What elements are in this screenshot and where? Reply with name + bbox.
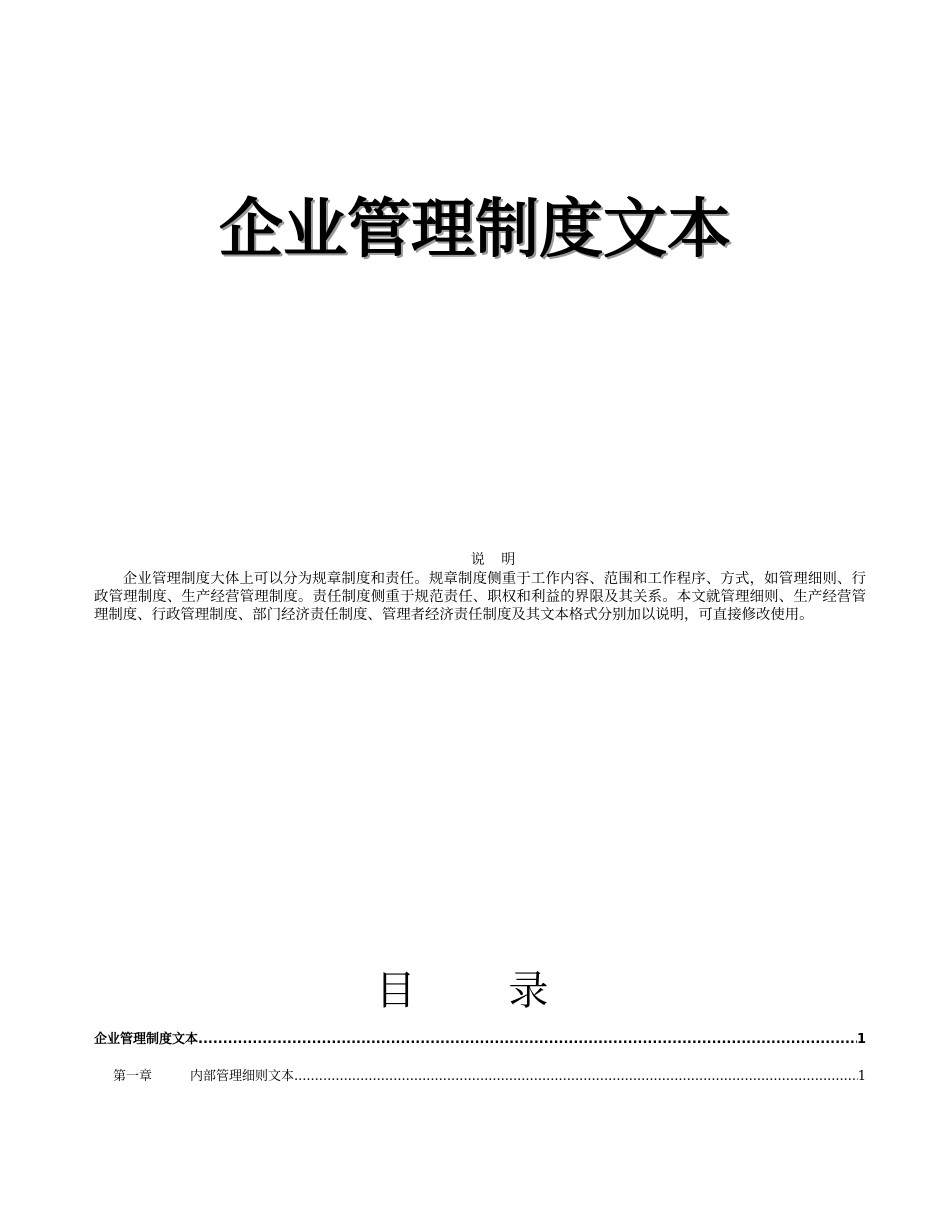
document-title: 企业管理制度文本 [219,192,731,267]
toc-dot-leader [198,1031,857,1049]
toc-entry-level1[interactable] [94,1031,866,1049]
note-heading: 说 明 [470,552,522,568]
toc-entry-page: 1 [857,1069,866,1084]
note-paragraph: 企业管理制度大体上可以分为规章制度和责任。规章制度侧重于工作内容、范围和工作程序、方式，如管理细则、行政管理制度、生产经营管理制度。责任制度侧重于规范责任、职权和利益的界限及其关系。本文就管理细则、生产经营管理制度、行政管理制度、部门经济责任制度、管理者经济责任制度及其文本格式分别加以说明，可直接修改使用。 [94,571,866,623]
toc-entry-page: 1 [856,1032,866,1047]
toc-entry-title: 企业管理制度文本 [94,1032,199,1047]
toc-entry-title: 内部管理细则文本 [190,1069,295,1084]
toc-entry-chapter: 第一章 [113,1069,153,1084]
toc-heading: 目 录 [375,968,589,1014]
toc-dot-leader [294,1068,858,1086]
toc-entry-level2[interactable] [113,1068,866,1086]
